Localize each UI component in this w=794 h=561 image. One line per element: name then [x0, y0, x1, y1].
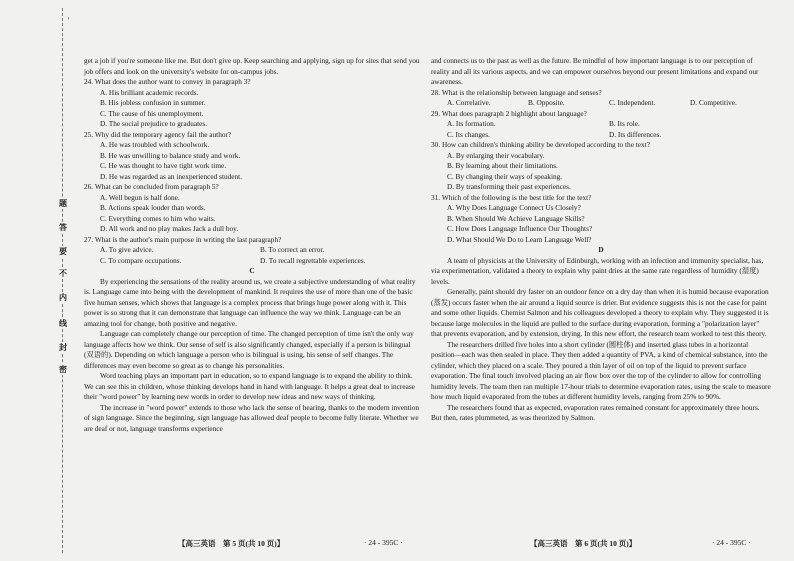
question-28-stem: 28. What is the relationship between language and senses? — [431, 87, 602, 97]
q24-option-b: B. His jobless confusion in summer. — [100, 98, 206, 107]
page-5-column — [84, 56, 420, 434]
q27-options-row-2 — [100, 256, 420, 267]
question-27-stem: 27. What is the author's main purpose in writing the last paragraph? — [84, 234, 282, 244]
q26-option-a: A. Well begun is half done. — [100, 192, 180, 202]
q29-options-row-1 — [447, 119, 771, 130]
passage-carryover: get a job if you're someone like me. But don't give up. Keep searching and applying, sign up for sites that send you job offers and look on the university's website for on-campus jobs. — [84, 56, 420, 76]
section-heading-d: D — [598, 245, 604, 254]
passage-c-paragraph-2: Language can completely change our perception of time. The changed perception of time isn't the only way language affects how we think. Our sense of self is also significantly changed, especially if a person is bilingual (双语的). Depending on which language a person who is bilingual is using, his sense of self changes. The differences may even become so great as to change his personalities. — [84, 329, 414, 370]
margin-char: 线 — [59, 319, 67, 328]
q30-option-b: B. By learning about their limitations. — [447, 161, 558, 170]
question-31-stem: 31. Which of the following is the best title for the text? — [431, 192, 592, 202]
q28-option-a: A. Correlative. — [447, 98, 491, 107]
passage-c-paragraph-3: Word teaching plays an important part in education, so to expand language is to expand the ability to think. We can see this in children, whose thinking develops hand in hand with language. It helps a great deal to increase their "word power" by learning new words in order to develop new ideas and new ways of thinking. — [84, 371, 415, 401]
q24-option-d: D. The social prejudice to graduates. — [100, 119, 208, 128]
q28-option-b: B. Opposite. — [528, 98, 565, 107]
binding-margin — [0, 0, 70, 561]
q26-option-b: B. Actions speak louder than words. — [100, 203, 206, 212]
seal-line — [62, 8, 63, 553]
section-heading-c: C — [249, 266, 255, 275]
q25-option-b: B. He was unwilling to balance study and work. — [100, 150, 241, 160]
margin-char: 内 — [59, 293, 67, 302]
q30-option-c: C. By changing their ways of speaking. — [447, 171, 563, 181]
page-5-footer-code: · 24 - 395C · — [364, 538, 403, 547]
q29-option-c: C. Its changes. — [447, 129, 490, 139]
q27-option-d: D. To recall regrettable experiences. — [260, 255, 366, 265]
passage-d-paragraph-3: The researchers drilled five holes into a short cylinder (圆柱体) and inserted glass tubes in a horizontal position—each was then sealed in place. They then added a quantity of PVA, a kind of chemical substance, into the cylinder, which they placed on a scale. They poured a thin layer of oil on top of the liquid to prevent surface evaporation. The final touch involved placing an air flow box over the top of the cylinder to allow for controlling humidity levels. The team then ran multiple 17-hour trials to determine evaporation rates, using the scale to measure how much liquid evaporated from the tubes at different humidity levels, ranging from 25% to 90%. — [431, 339, 771, 401]
q26-option-d: D. All work and no play makes Jack a dull boy. — [100, 224, 239, 233]
page-6-footer-code: · 24 - 395C · — [712, 538, 751, 547]
q31-option-d: D. What Should We Do to Learn Language Well? — [447, 234, 592, 244]
question-24-stem: 24. What does the author want to convey in paragraph 3? — [84, 77, 251, 86]
passage-c-paragraph-1: By experiencing the sensations of the reality around us, we create a subjective understanding of what reality is. Language came into being with the development of mankind. It requires the use of more than one of the basic five human senses, which shows that language is a complex process that brings huge power along with it. This power is so strong that it can demonstrate that language can influence the way we think. Language can be an amazing tool for change, both positive and negative. — [84, 276, 416, 328]
q24-option-c: C. The cause of his unemployment. — [100, 108, 204, 118]
q25-option-c: C. He was thought to have tight work time. — [100, 161, 227, 170]
page-6-column — [431, 56, 771, 424]
q31-option-b: B. When Should We Achieve Language Skills? — [447, 213, 585, 223]
passage-d-paragraph-1: A team of physicists at the University of Edinburgh, working with an infection and immunity specialist, has, via experimentation, validated a theory to explain why paint dries at the same rate regardless of humidity (湿度) levels. — [431, 255, 764, 286]
page-5-footer — [178, 538, 403, 549]
q28-options-row — [447, 98, 771, 109]
question-25-stem: 25. Why did the temporary agency fail the author? — [84, 129, 232, 139]
margin-char: 答 — [59, 223, 67, 232]
passage-d-paragraph-4: The researchers found that as expected, evaporation rates remained constant for approximately three hours. But then, rates plummeted, as was theorized by Salmon. — [431, 402, 760, 422]
q28-option-d: D. Competitive. — [690, 98, 737, 107]
q28-option-c: C. Independent. — [609, 98, 656, 107]
question-30-stem: 30. How can children's thinking ability be developed according to the text? — [431, 140, 650, 149]
q25-option-a: A. He was troubled with schoolwork. — [100, 140, 210, 149]
q29-options-row-2 — [447, 130, 771, 141]
q26-option-c: C. Everything comes to him who waits. — [100, 213, 216, 223]
question-26-stem: 26. What can be concluded from paragraph 5? — [84, 182, 219, 191]
q29-option-d: D. Its differences. — [609, 129, 662, 139]
passage-c-carryover: and connects us to the past as well as the future. Be mindful of how important language is to our perception of reality and all its various aspects, and we can empower ourselves beyond our present limitations and expand our awareness. — [431, 56, 759, 86]
q24-option-a: A. His brilliant academic records. — [100, 87, 199, 97]
q25-option-d: D. He was regarded as an inexperienced student. — [100, 171, 243, 181]
q31-option-a: A. Why Does Language Connect Us Closely? — [447, 203, 581, 212]
passage-d-paragraph-2: Generally, paint should dry faster on an outdoor fence on a dry day than when it is humid because evaporation (蒸发) occurs faster when the air around a liquid source is drier. But evidence suggests this is not the case for paint and some other liquids. Chemist Salmon and his colleagues developed a theory to explain why. They suggested it is because large molecules in the liquid are pulled to the surface during evaporation, forming a "polarization layer" that prevents evaporation, and by extension, drying. In this new effort, the research team worked to test this theory. — [431, 287, 769, 338]
margin-char: 要 — [59, 247, 67, 256]
margin-char: 封 — [59, 343, 67, 352]
q27-option-b: B. To correct an error. — [260, 245, 325, 254]
margin-char: 不 — [59, 269, 67, 278]
q27-options-row-1 — [100, 245, 420, 256]
page-6-footer-title: 【高三英语 第 6 页(共 10 页)】 — [530, 539, 637, 548]
q29-option-a: A. Its formation. — [447, 119, 496, 128]
q29-option-b: B. Its role. — [609, 119, 640, 128]
q27-option-c: C. To compare occupations. — [100, 255, 182, 265]
margin-char: 题 — [59, 199, 67, 208]
passage-c-paragraph-4: The increase in "word power" extends to those who lack the sense of hearing, thanks to the modern invention of sign language. Since the beginning, sign language has allowed deaf people to become fully literate. Whether we are deaf or not, language transforms experience — [84, 402, 420, 433]
page-6-footer — [530, 538, 751, 549]
page-5-footer-title: 【高三英语 第 5 页(共 10 页)】 — [178, 539, 285, 548]
margin-tick-mark: ' — [68, 16, 70, 25]
question-29-stem: 29. What does paragraph 2 highlight about language? — [431, 108, 587, 118]
q30-option-d: D. By transforming their past experiences. — [447, 182, 571, 191]
q27-option-a: A. To give advice. — [100, 245, 154, 254]
q30-option-a: A. By enlarging their vocabulary. — [447, 150, 545, 160]
q31-option-c: C. How Does Language Influence Our Thoughts? — [447, 224, 593, 233]
margin-char: 密 — [59, 365, 67, 374]
